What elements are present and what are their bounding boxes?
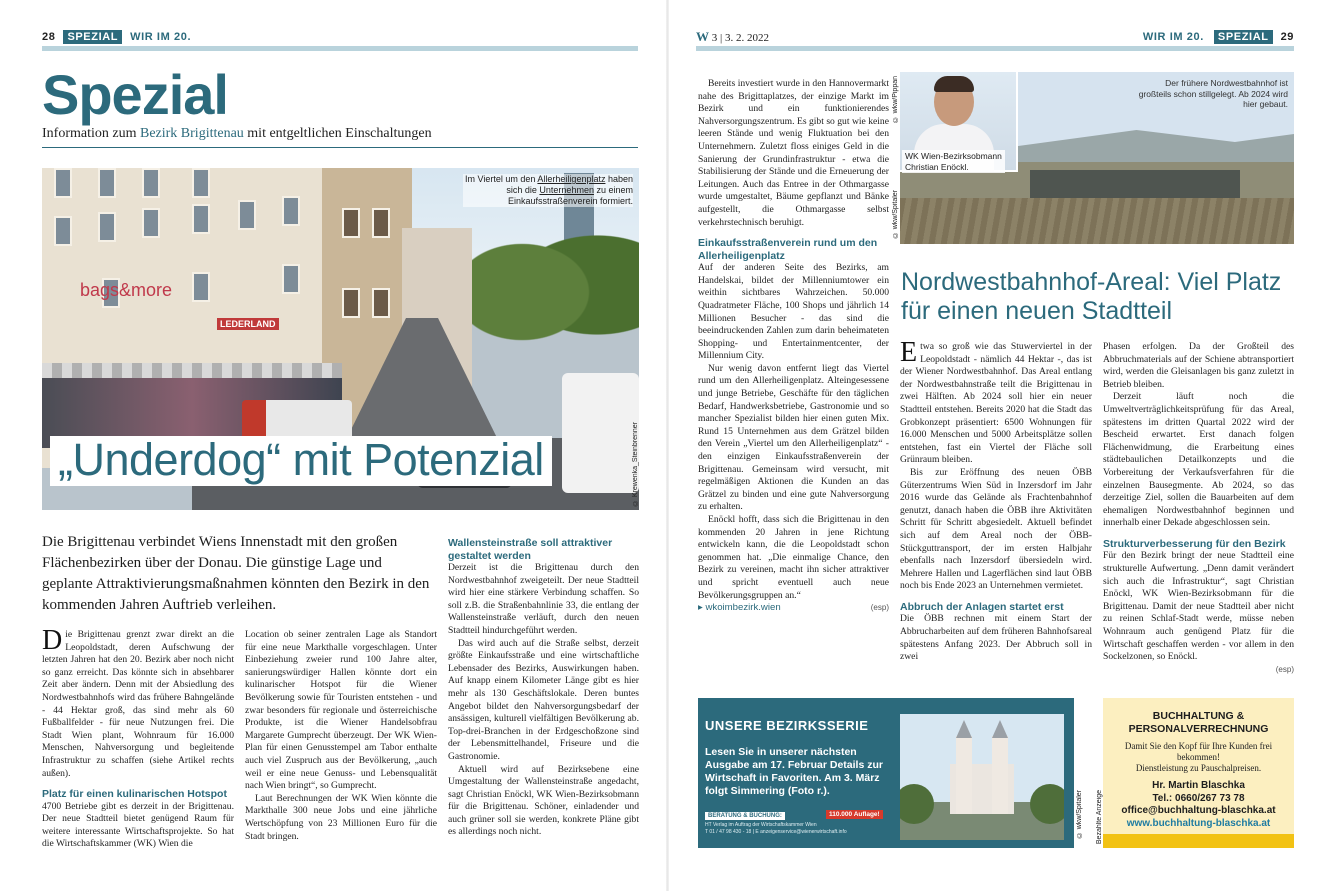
- ad-contact: HT Verlag im Auftrag der Wirtschaftskammer Wien T 01 / 47 98 430 - 18 | E anzeigenservice@wienerwirtschaft.info: [705, 822, 847, 835]
- inset-caption: WK Wien-Bezirksobmann Christian Enöckl.: [902, 150, 1005, 173]
- ad-heading: BUCHHALTUNG & PERSONALVERRECHNUNG: [1128, 710, 1269, 735]
- spezial-title: Spezial: [42, 63, 228, 126]
- ad-beratung-label: BERATUNG & BUCHUNG:: [705, 812, 785, 820]
- subheading: Einkaufsstraßenverein rund um den Allerheiligenplatz: [698, 237, 878, 262]
- left-page-header: [42, 29, 191, 45]
- bezirksserie-ad: [698, 698, 1074, 848]
- buchhaltung-ad: [1103, 698, 1294, 848]
- spezial-subtitle: Information zum Bezirk Brigittenau mit entgeltlichen Einschaltungen: [42, 126, 432, 141]
- page-number: 29: [1280, 31, 1294, 43]
- nordwestbahnhof-photo: [900, 72, 1294, 244]
- portrait-inset: [900, 72, 1018, 172]
- folio-logo: W: [696, 29, 709, 44]
- photo-caption: Der frühere Nordwestbahnhof ist großteils schon stillgelegt. Ab 2024 wird hier gebaut.: [1138, 78, 1288, 109]
- white-van: [562, 373, 639, 493]
- folio: W 3 | 3. 2. 2022: [696, 29, 769, 44]
- right-column-2: Etwa so groß wie das Stuwerviertel in der Leopoldstadt - nämlich 44 Hektar -, das ist der Wiener Nordwestbahnhof. Das Areal entlang der Nordwestbahnstraße teilt die Brigittenau in zwei Hälften. Ab 2024 soll hier ein neuer Stadtteil entstehen. Bereits 2020 hat die Stadt das Grobkonzept präsentiert: 6500 Wohnungen für 16.000 Menschen und 5000 Arbeitsplätze sollen entstehen, fast ein Viertel der Fläche soll Grünraum bleiben. Bis zur Eröffnung des neuen ÖBB Güterzentrums Wien Süd in Inzersdorf im Jahr 2016 wurde das Gelände als Frachtenbahnhof genutzt, danach haben die ÖBB ihre Aktivitäten Schritt für Schritt abgesiedelt. Aktuell befindet sich auf dem Areal noch der ÖBB-Stückguttransport, der im ersten Halbjahr ebenfalls nach Inzersdorf übersiedeln wird. Mehrere Hallen und Lagerflächen sind laut ÖBB noch bis Ende 2023 an Unternehmen vermietet. Abbruch der Anlagen startet erst Die ÖBB rechnen mit einem Start der Abbrucharbeiten auf dem früheren Bahnhofsareal spätestens Anfang 2023. Der Abbruch soll in zwei: [900, 337, 1092, 663]
- church-photo: [900, 714, 1064, 840]
- drop-cap: D: [42, 625, 63, 656]
- ad-heading: UNSERE BEZIRKSSERIE: [705, 718, 869, 733]
- author-tag: (esp): [1275, 664, 1294, 674]
- photo-credit-side: © wkw/Spitaler: [892, 190, 899, 239]
- right-page: [668, 0, 1340, 891]
- article-headline: Nordwestbahnhof-Areal: Viel Platz für einen neuen Stadtteil: [901, 268, 1282, 325]
- header-rule: [696, 46, 1294, 51]
- ad-photo-credit: © wkw/Spitaler: [1076, 790, 1083, 839]
- right-column-1: Bereits investiert wurde in den Hannovermarkt nahe des Brigittaplatzes, der einzige Markt im Bezirk und ein funktionierendes Nahversorgungszentrum. Es gibt so gut wie keine leeren Stände und wenig Fluktuation bei den Unternehmern. Zuletzt floss einiges Geld in die Sanierung der Grundinfrastruktur - etwa die Stabilisierung der Stände und die Erneuerung der Leitungen. Auch das Entree in der Othmargasse wurde umgestaltet, Bäume gepflanzt und Bänke aufgestellt, die Othmargasse selbst verkehrstechnisch beruhigt. Einkaufsstraßenverein rund um den Allerheiligenplatz Auf der anderen Seite des Bezirks, am Handelskai, bildet der Millenniumtower ein weithin sichtbares Wahrzeichen. 50.000 Quadratmeter Fläche, 100 Shops und jährlich 14 Millionen Besucher - das sind die beeindruckenden Zahlen zum darin beheimateten Shopping- und Entertainmentcenter, der Millennium City. Nur wenig davon entfernt liegt das Viertel rund um den Allerheiligenplatz. Alteingesessene und junge Betriebe, Geschäfte für den täglichen Bedarf, Handwerksbetriebe, Gastronomie und so mancher Spezialist bilden hier einen guten Mix. Rund 15 Unternehmen aus dem Grätzel bilden den Verein „Viertel um den Allerheiligenplatz“ - den einzigen Einkaufsstraßenverein der Brigittenau. Gemeinsam wird versucht, mit regelmäßigen Aktionen die Kunden an das Grätzel zu binden und eine gute Nahversorgung zu erhalten. Enöckl hofft, dass sich die Brigittenau in den kommenden 20 Jahren in jene Richtung entwickeln kann, die die Leopoldstadt schon genommen hat. „Die einmalige Chance, den Bezirk zu vereinen, macht ihn sicher attraktiver und spricht eventuell auch neue Bevölkerungsgruppen an.“ (esp) ▸ wkoimbezirk.wien: [698, 78, 889, 614]
- shop-sign-bags: bags&more: [80, 280, 173, 300]
- wko-link[interactable]: ▸ wkoimbezirk.wien: [698, 602, 781, 614]
- photo-caption: Im Viertel um den Allerheiligenplatz haben sich die Unternehmen zu einem Einkaufsstraßenverein formiert.: [463, 174, 633, 207]
- shop-sign-lederland: LEDERLAND: [217, 318, 279, 330]
- ad-contact: Hr. Martin Blaschka Tel.: 0660/267 73 78 office@buchhaltung-blaschka.at: [1103, 780, 1294, 818]
- header-rule: [42, 46, 638, 51]
- subheading: Strukturverbesserung für den Bezirk: [1103, 537, 1286, 550]
- ad-text: Damit Sie den Kopf für Ihre Kunden frei bekommen! Dienstleistung zu Pauschalpreisen.: [1124, 741, 1273, 773]
- ad-email[interactable]: office@buchhaltung-blaschka.at: [1121, 805, 1276, 816]
- ad-text: Lesen Sie in unserer nächsten Ausgabe am 17. Februar Details zur Wirtschaft in Favoriten. Am 3. März folgt Simmering (Foto r.).: [705, 746, 883, 797]
- right-page-header: [1143, 29, 1294, 45]
- section-tag: SPEZIAL: [1214, 30, 1273, 44]
- article-lead: Die Brigittenau verbindet Wiens Innenstadt mit den großen Flächenbezirken über der Donau. Die günstige Lage und geplante Attraktivierungsmaßnahmen könnten den Bezirk in den kommenden Jahren Auftrieb verleihen.: [42, 534, 430, 613]
- drop-cap: E: [900, 337, 918, 368]
- article-headline: „Underdog“ mit Potenzial: [50, 436, 552, 486]
- subheading: Platz für einen kulinarischen Hotspot: [42, 788, 227, 801]
- subheading: Abbruch der Anlagen startet erst: [900, 600, 1064, 613]
- ad-url-link[interactable]: www.buchhaltung-blaschka.at: [1126, 817, 1271, 829]
- subtitle-highlight: Bezirk Brigittenau: [139, 126, 244, 141]
- left-column-3: Wallensteinstraße soll attraktiver gestaltet werden Derzeit ist die Brigittenau durch den Nordwestbahnhof zweigeteilt. Der neue Stadtteil wird hier eine stärkere Verbindung schaffen. So soll z.B. die Straßenbahnlinie 33, die entlang der Wallensteinstraße verläuft, durch den neuen Stadtteil hindurchgeführt werden. Das wird auch auf die Straße selbst, derzeit größte Einkaufsstraße und eine wirtschaftliche Lebensader des Bezirks, Auswirkungen haben. Auf knapp einem Kilometer Länge gibt es hier mehr als 130 Geschäftslokale. Deren buntes Angebot bildet den Nahversorgungsbedarf der ansässigen, kulturell vielfältigen Bevölkerung ab. Top-drei-Branchen in der Erdgeschoßzone sind der Lebensmittelhandel, Friseure und die Gastronomie. Aktuell wird auf Bezirksebene eine Umgestaltung der Wallensteinstraße angedacht, sagt Christian Enöckl, WK Wien-Bezirksobmann für die Brigittenau. Schöner, einladender und auch grüner soll sie werden, konkrete Pläne gibt es allerdings noch nicht.: [448, 537, 639, 838]
- left-column-2: Location ob seiner zentralen Lage als Standort für eine neue Markthalle vorgeschlagen. Unter Einbeziehung zweier rund 100 Jahre alter, sanierungswürdiger Hallen könnte dort ein kulinarischer Hotspot für die Wiener Bevölkerung sowie für Touristen entstehen - und zwar besonders für regionale und österreichische Produkte, ist die Wiener Handelsobfrau Margarete Gumprecht überzeugt. Der WK Wien-Plan für einen Genusstempel am Tabor enthalte auch viel Zuspruch aus der Bevölkerung, „auch weil er eine neue Genuss- und Lebensqualität nach Wien bringt“, so Gumprecht. Laut Berechnungen der WK Wien könnte die Markthalle 300 neue Jobs und eine jährliche Wertschöpfung von 23 Millionen Euro für die Stadt bringen.: [245, 629, 437, 842]
- left-page: [0, 0, 668, 891]
- section-tag: SPEZIAL: [63, 30, 122, 44]
- ad-auflage-badge: 110.000 Auflage!: [826, 810, 883, 819]
- photo-credit: © Krewenka_Steinbrenner: [632, 421, 639, 506]
- page-number: 28: [42, 31, 56, 43]
- ad-bottom-bar: [1103, 834, 1294, 848]
- subheading: Wallensteinstraße soll attraktiver gestaltet werden: [448, 537, 613, 562]
- photo-credit-top: © wkw/Pippan: [892, 76, 899, 123]
- kicker: WIR IM 20.: [1142, 31, 1204, 43]
- subtitle-rule: [42, 147, 638, 148]
- paid-ad-label: Bezahlte Anzeige: [1096, 790, 1103, 845]
- left-column-1: Die Brigittenau grenzt zwar direkt an die Leopoldstadt, deren Aufschwung der letzten Jahren hat den 20. Bezirk aber noch nicht so ganz erreicht. Das könnte sich in absehbarer Zeit aber ändern. Denn mit der Absiedlung des Nordwestbahnhofs wird das frühere Bahngelände - 44 Hektar groß, das sind mehr als 60 Fußballfelder - für neue Nutzungen frei. Die Stadt Wien plant, Wohnraum für 16.000 Menschen, Nahversorgung und begleitende Infrastruktur zu schaffen (siehe Artikel rechts außen). Platz für einen kulinarischen Hotspot 4700 Betriebe gibt es derzeit in der Brigittenau. Der neue Stadtteil bietet genügend Raum für weitere interessante Wirtschaftsprojekte. So hat die Wirtschaftskammer (WK) Wien die: [42, 625, 234, 850]
- kicker: WIR IM 20.: [130, 31, 192, 43]
- author-tag: (esp): [870, 603, 889, 613]
- right-column-3: Phasen erfolgen. Da der Großteil des Abbruchmaterials auf der Schiene abtransportiert wird, werden die Gleisanlagen bis ganz zuletzt in Betrieb bleiben. Derzeit läuft noch die Umweltverträglichkeitsprüfung für das Areal, spätestens im dritten Quartal 2022 wird der Bescheid erwartet. Erst danach folgen Flächenwidmung, die Erarbeitung eines städtebaulichen Detailkonzepts und die Vorbereitung der Verkaufsverfahren für die einzelnen Bausegmente. Ab 2024, so das derzeitige Ziel, sollen die Bauarbeiten auf dem ehemaligen Nordwestbahnhof beginnen und innerhalb einer Dekade abgeschlossen sein. Strukturverbesserung für den Bezirk Für den Bezirk bringt der neue Stadtteil eine strukturelle Aufwertung. „Denn damit verändert sich auch die Infrastruktur“, sagt Christian Enöckl, WK Wien-Bezirksobmann für die Brigittenau. Damit der neue Stadtteil aber nicht zu reinen Schlaf-Stadt werde, müsse neben Wohnraum auch genügend Platz für die Wirtschaft geschaffen werden - vor allem in den Sockelzonen, so Enöckl. (esp): [1103, 341, 1294, 676]
